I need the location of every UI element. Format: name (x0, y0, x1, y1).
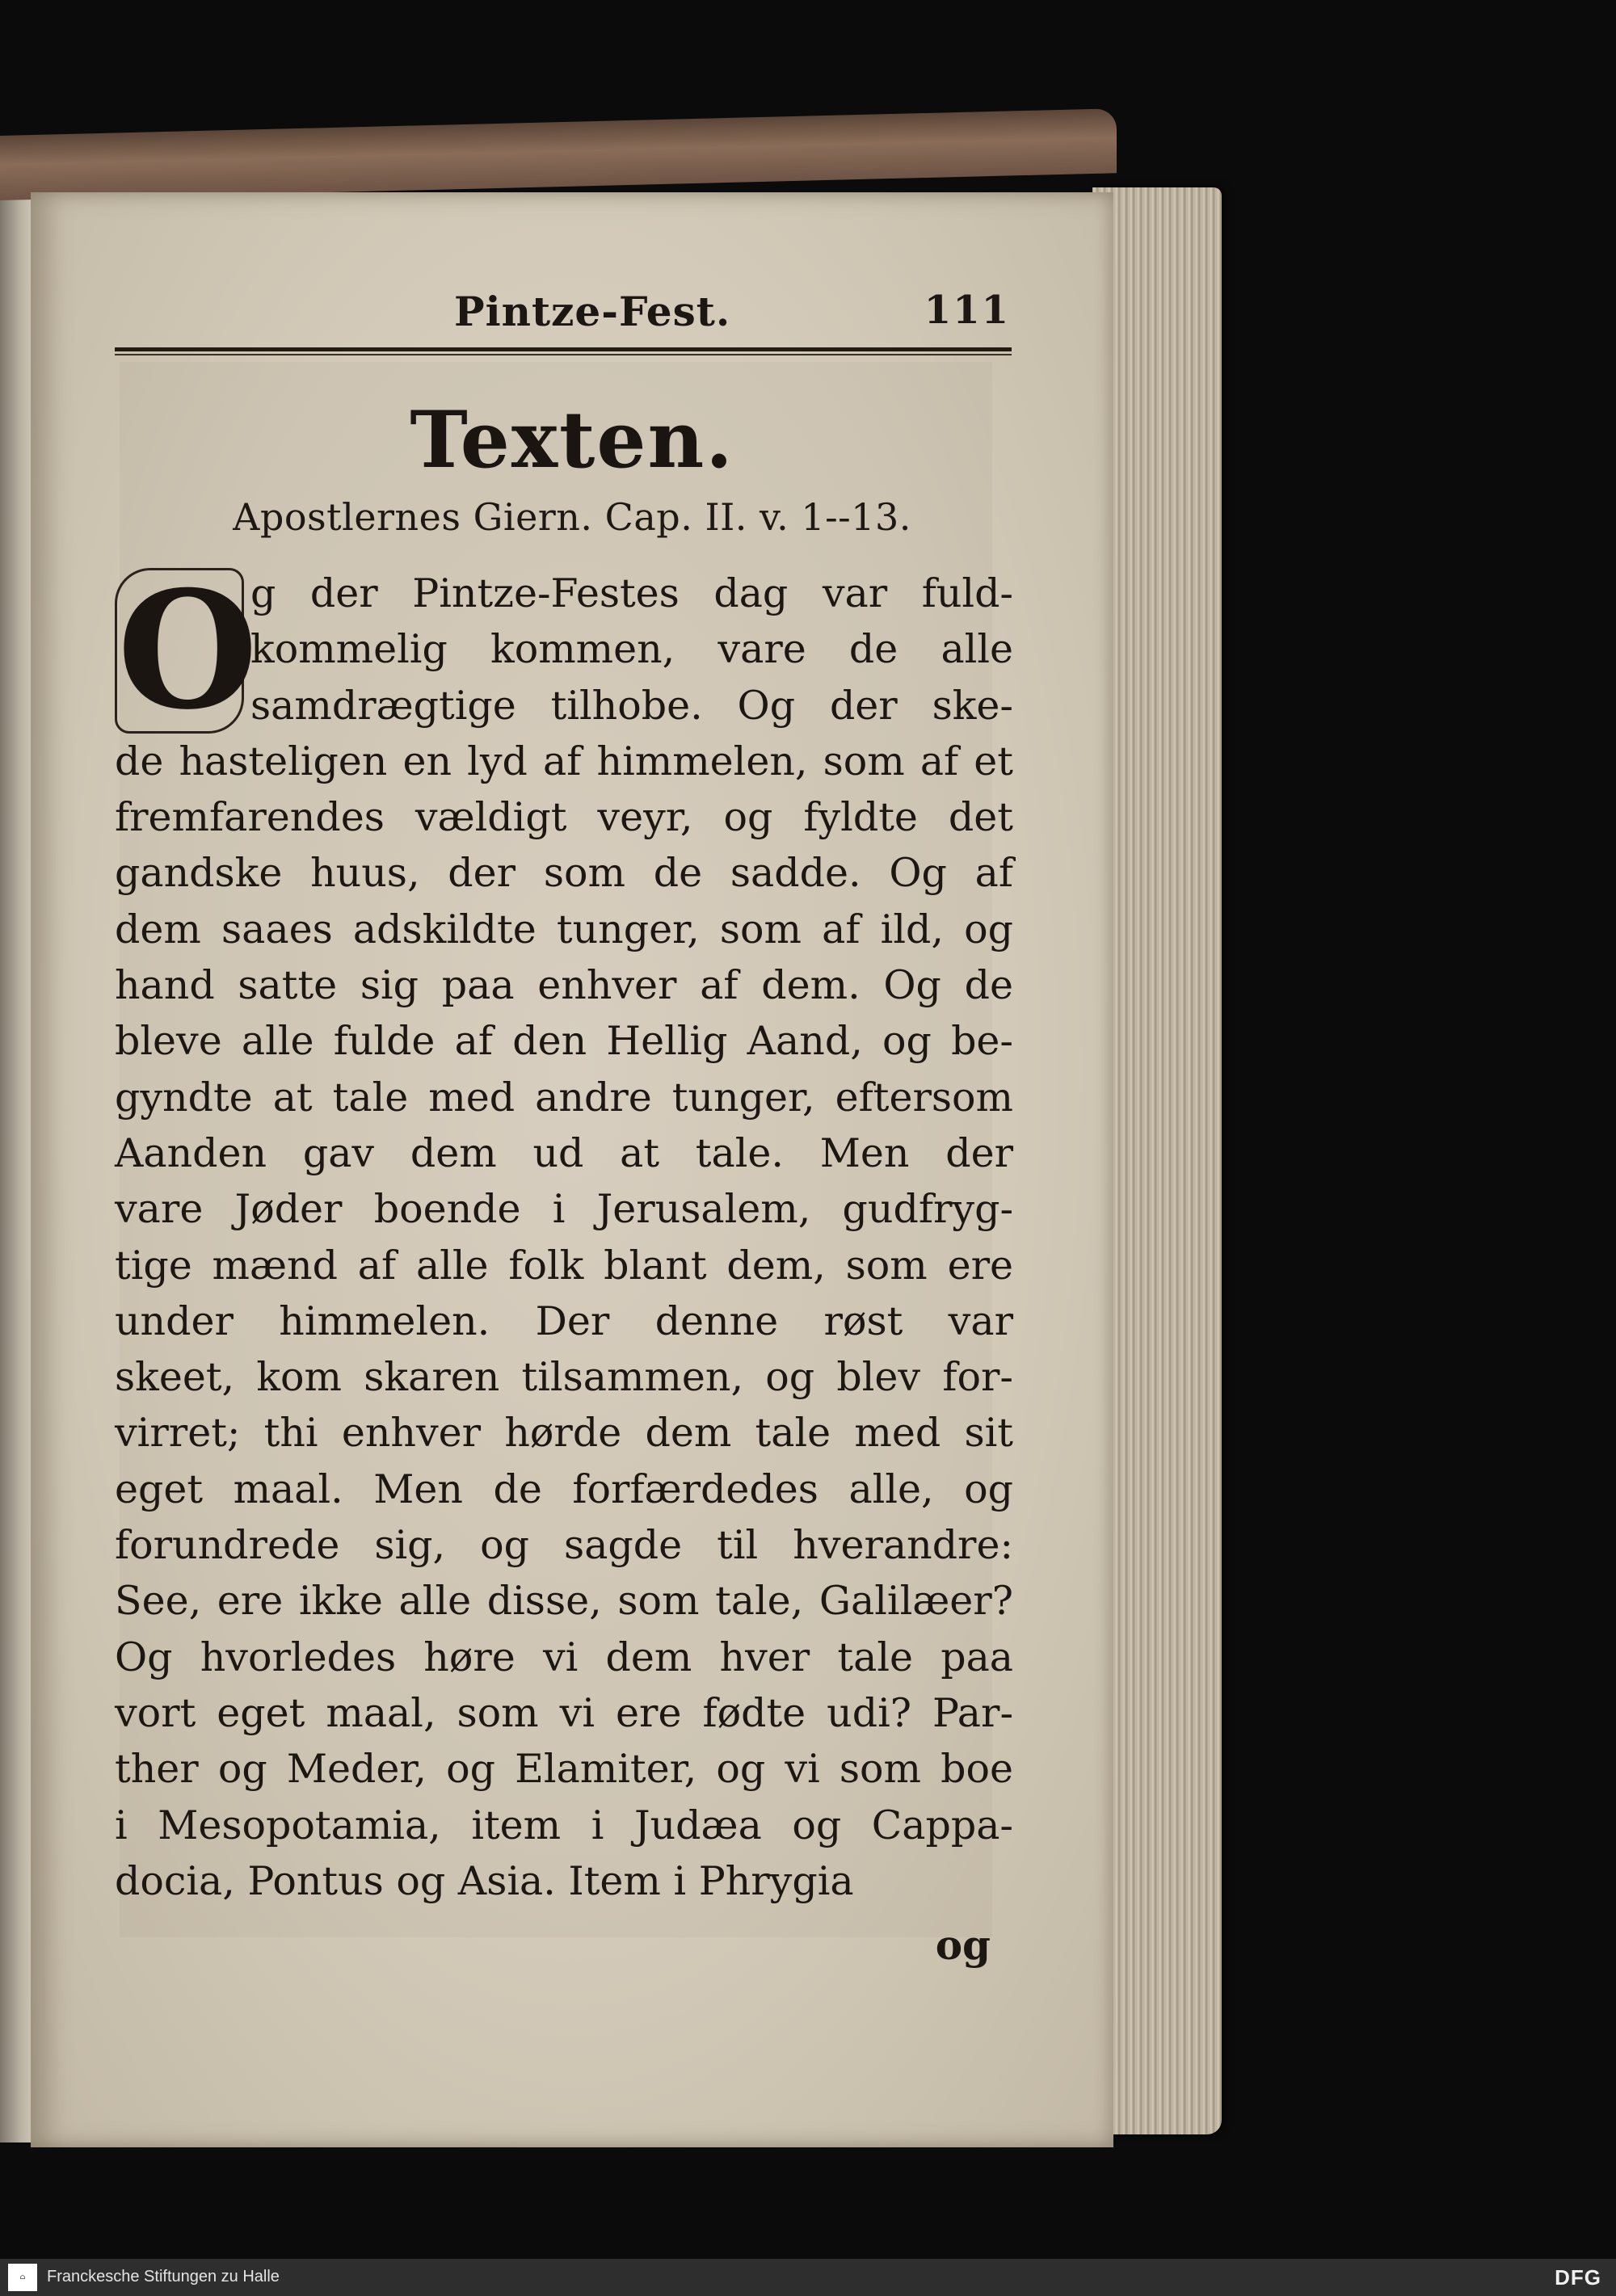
text-line: docia, Pontus og Asia. Item i Phrygia (115, 1857, 854, 1904)
text-line: de hasteligen en lyd af himmelen, som af et (115, 738, 1013, 784)
text-line: g der Pintze-Festes dag var fuld- (250, 570, 1013, 616)
page-number: 111 (924, 288, 1010, 333)
text-line: gandske huus, der som de sadde. Og af (115, 850, 1013, 897)
text-line: i Mesopotamia, item i Judæa og Cappa- (115, 1802, 1013, 1848)
text-line: bleve alle fulde af den Hellig Aand, og be- (115, 1018, 1013, 1065)
book-page (31, 192, 1113, 2147)
text-line: ther og Meder, og Elamiter, og vi som boe (115, 1746, 1013, 1793)
text-line: See, ere ikke alle disse, som tale, Galilæer? (115, 1578, 1013, 1625)
text-line: virret; thi enhver hørde dem tale med sit (115, 1410, 1013, 1457)
institution-logo-icon: ⌂ (8, 2264, 37, 2291)
text-line: hand satte sig paa enhver af dem. Og de (115, 962, 1013, 1009)
text-line: samdrægtige tilhobe. Og der ske- (250, 682, 1013, 729)
head-rule (115, 347, 1012, 351)
book-cover-edge (0, 108, 1117, 200)
head-rule-thin (115, 354, 1012, 355)
text-line: forundrede sig, og sagde til hverandre: (115, 1522, 1013, 1569)
text-line: skeet, kom skaren tilsammen, og blev for- (115, 1354, 1013, 1401)
text-line: Aanden gav dem ud at tale. Men der (115, 1129, 1013, 1176)
text-line: vort eget maal, som vi ere fødte udi? Par- (115, 1689, 1013, 1736)
scripture-citation: Apostlernes Giern. Cap. II. v. 1--13. (233, 495, 911, 539)
funder-logo: DFG (1555, 2265, 1601, 2290)
previous-page-edge (0, 187, 34, 2143)
text-line: gyndte at tale med andre tunger, eftersom (115, 1074, 1013, 1121)
text-line: dem saaes adskildte tunger, som af ild, og (115, 906, 1013, 952)
drop-cap-initial: O (115, 568, 244, 734)
running-head (115, 288, 1010, 352)
text-line: eget maal. Men de forfærdedes alle, og (115, 1465, 1013, 1512)
text-line: kommelig kommen, vare de alle (250, 626, 1013, 673)
viewer-footer (0, 2259, 1616, 2296)
catchword: og (935, 1921, 991, 1969)
text-line: Og hvorledes høre vi dem hver tale paa (115, 1634, 1013, 1680)
text-line: vare Jøder boende i Jerusalem, gudfryg- (115, 1186, 1013, 1233)
running-title: Pintze-Fest. (454, 288, 731, 335)
section-title: Texten. (410, 394, 734, 486)
institution-name[interactable]: Franckesche Stiftungen zu Halle (47, 2268, 280, 2285)
text-line: under himmelen. Der denne røst var (115, 1297, 1013, 1344)
text-line: fremfarendes vældigt veyr, og fyldte det (115, 794, 1013, 841)
body-text (115, 566, 1013, 1909)
text-line: tige mænd af alle folk blant dem, som ere (115, 1242, 1013, 1289)
